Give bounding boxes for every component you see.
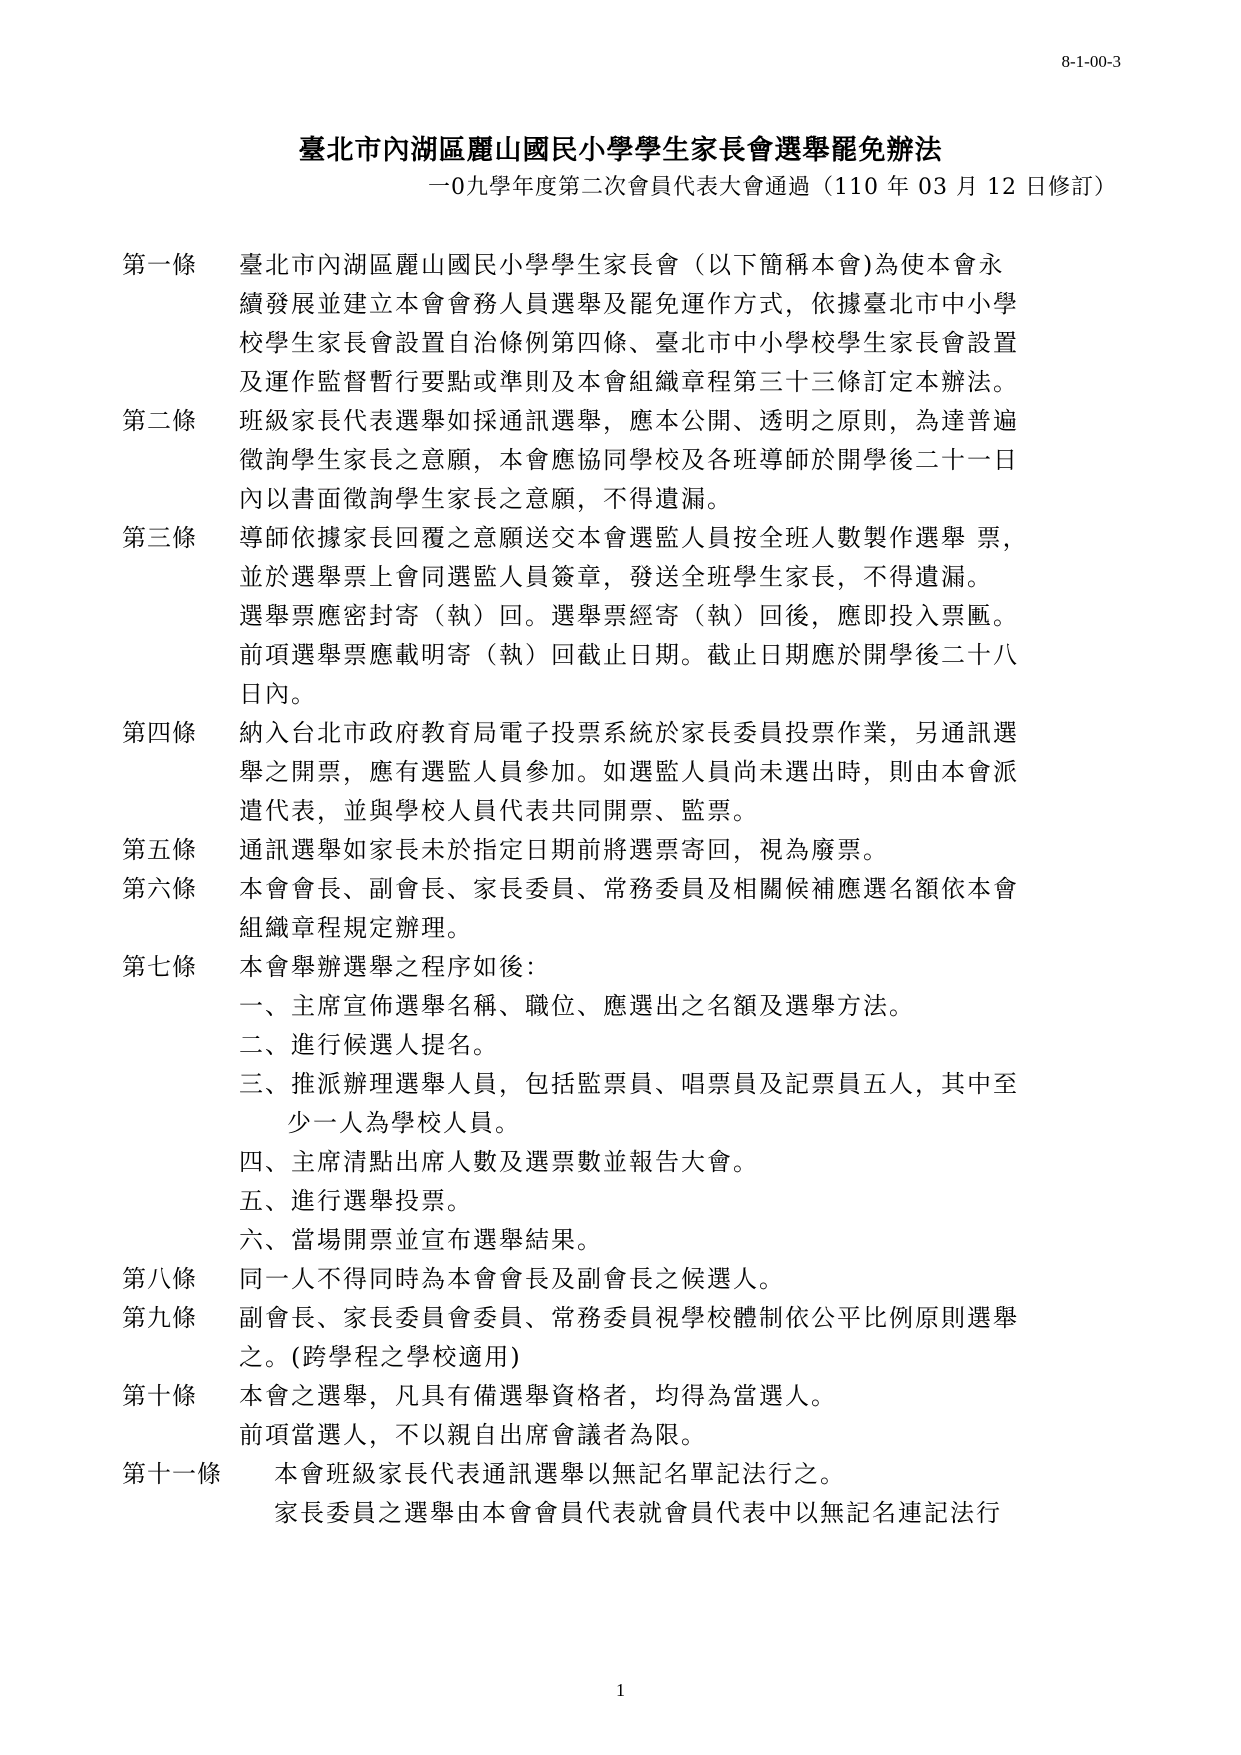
article-body — [239, 1260, 1122, 1299]
document-title: 臺北市內湖區麗山國民小學學生家長會選舉罷免辦法 — [298, 135, 943, 166]
procedure-item-continuation: 少一人為學校人員。 — [287, 1109, 521, 1137]
article-body — [239, 948, 1122, 1260]
procedure-item: 一、主席宣佈選舉名稱、職位、應選出之名額及選舉方法。 — [239, 992, 915, 1020]
article-line: 並於選舉票上會同選監人員簽章，發送全班學生家長，不得遺漏。 — [239, 563, 993, 591]
article-body — [239, 402, 1122, 519]
article-line: 日內。 — [239, 680, 317, 708]
article-line: 選舉票應密封寄（執）回。選舉票經寄（執）回後，應即投入票匭。 — [239, 602, 1019, 630]
procedure-item: 六、當場開票並宣布選舉結果。 — [239, 1226, 603, 1254]
document-subtitle: 一0九學年度第二次會員代表大會通過（110 年 03 月 12 日修訂） — [428, 175, 1117, 200]
article-label: 第十一條 — [122, 1460, 222, 1488]
article-line: 及運作監督暫行要點或準則及本會組織章程第三十三條訂定本辦法。 — [239, 368, 1019, 396]
article-label: 第一條 — [122, 251, 197, 279]
article-label: 第三條 — [122, 524, 197, 552]
article-body — [239, 870, 1122, 948]
article-line: 遣代表，並與學校人員代表共同開票、監票。 — [239, 797, 759, 825]
article-label: 第九條 — [122, 1304, 197, 1332]
article-line: 本會之選舉，凡具有備選舉資格者，均得為當選人。 — [239, 1382, 837, 1410]
article-body — [239, 831, 1122, 870]
article-label: 第二條 — [122, 407, 197, 435]
article-line: 臺北市內湖區麗山國民小學學生家長會（以下簡稱本會)為使本會永 — [239, 251, 1005, 279]
article-10 — [122, 1377, 1122, 1455]
article-4 — [122, 714, 1122, 831]
article-line: 班級家長代表選舉如採通訊選舉，應本公開、透明之原則，為達普遍 — [239, 407, 1019, 435]
article-line: 組織章程規定辦理。 — [239, 914, 473, 942]
article-line: 續發展並建立本會會務人員選舉及罷免運作方式，依據臺北市中小學 — [239, 290, 1019, 318]
article-body — [239, 519, 1122, 714]
article-line: 本會班級家長代表通訊選舉以無記名單記法行之。 — [274, 1460, 846, 1488]
article-11 — [122, 1455, 1122, 1533]
article-line: 家長委員之選舉由本會會員代表就會員代表中以無記名連記法行 — [274, 1499, 1002, 1527]
article-line: 同一人不得同時為本會會長及副會長之候選人。 — [239, 1265, 785, 1293]
article-line: 校學生家長會設置自治條例第四條、臺北市中小學校學生家長會設置 — [239, 329, 1019, 357]
article-3 — [122, 519, 1122, 714]
article-6 — [122, 870, 1122, 948]
article-label: 第七條 — [122, 953, 197, 981]
procedure-item: 二、進行候選人提名。 — [239, 1031, 499, 1059]
article-line: 本會會長、副會長、家長委員、常務委員及相關候補應選名額依本會 — [239, 875, 1019, 903]
article-8 — [122, 1260, 1122, 1299]
article-line: 徵詢學生家長之意願，本會應協同學校及各班導師於開學後二十一日 — [239, 446, 1019, 474]
article-label: 第四條 — [122, 719, 197, 747]
article-line: 導師依據家長回覆之意願送交本會選監人員按全班人數製作選舉 票， — [239, 524, 1029, 552]
article-line: 內以書面徵詢學生家長之意願，不得遺漏。 — [239, 485, 733, 513]
article-line: 前項當選人，不以親自出席會議者為限。 — [239, 1421, 707, 1449]
article-7 — [122, 948, 1122, 1260]
article-9 — [122, 1299, 1122, 1377]
article-line: 舉之開票，應有選監人員參加。如選監人員尚未選出時，則由本會派 — [239, 758, 1019, 786]
article-line: 通訊選舉如家長未於指定日期前將選票寄回，視為廢票。 — [239, 836, 889, 864]
article-body — [239, 246, 1122, 402]
document-code: 8-1-00-3 — [1061, 52, 1121, 71]
article-line: 之。(跨學程之學校適用) — [239, 1343, 522, 1371]
article-label: 第八條 — [122, 1265, 197, 1293]
articles-list — [122, 246, 1122, 1533]
article-body — [274, 1455, 1122, 1533]
article-body — [239, 1299, 1122, 1377]
procedure-item: 四、主席清點出席人數及選票數並報告大會。 — [239, 1148, 759, 1176]
article-line: 納入台北市政府教育局電子投票系統於家長委員投票作業，另通訊選 — [239, 719, 1019, 747]
article-line: 本會舉辦選舉之程序如後： — [239, 953, 551, 981]
article-label: 第六條 — [122, 875, 197, 903]
article-body — [239, 714, 1122, 831]
article-1 — [122, 246, 1122, 402]
procedure-item: 三、推派辦理選舉人員，包括監票員、唱票員及記票員五人，其中至 — [239, 1070, 1019, 1098]
article-label: 第五條 — [122, 836, 197, 864]
article-line: 副會長、家長委員會委員、常務委員視學校體制依公平比例原則選舉 — [239, 1304, 1019, 1332]
article-label: 第十條 — [122, 1382, 197, 1410]
article-body — [239, 1377, 1122, 1455]
page-number: 1 — [616, 1680, 625, 1700]
article-2 — [122, 402, 1122, 519]
article-line: 前項選舉票應載明寄（執）回截止日期。截止日期應於開學後二十八 — [239, 641, 1019, 669]
procedure-item: 五、進行選舉投票。 — [239, 1187, 473, 1215]
article-5 — [122, 831, 1122, 870]
